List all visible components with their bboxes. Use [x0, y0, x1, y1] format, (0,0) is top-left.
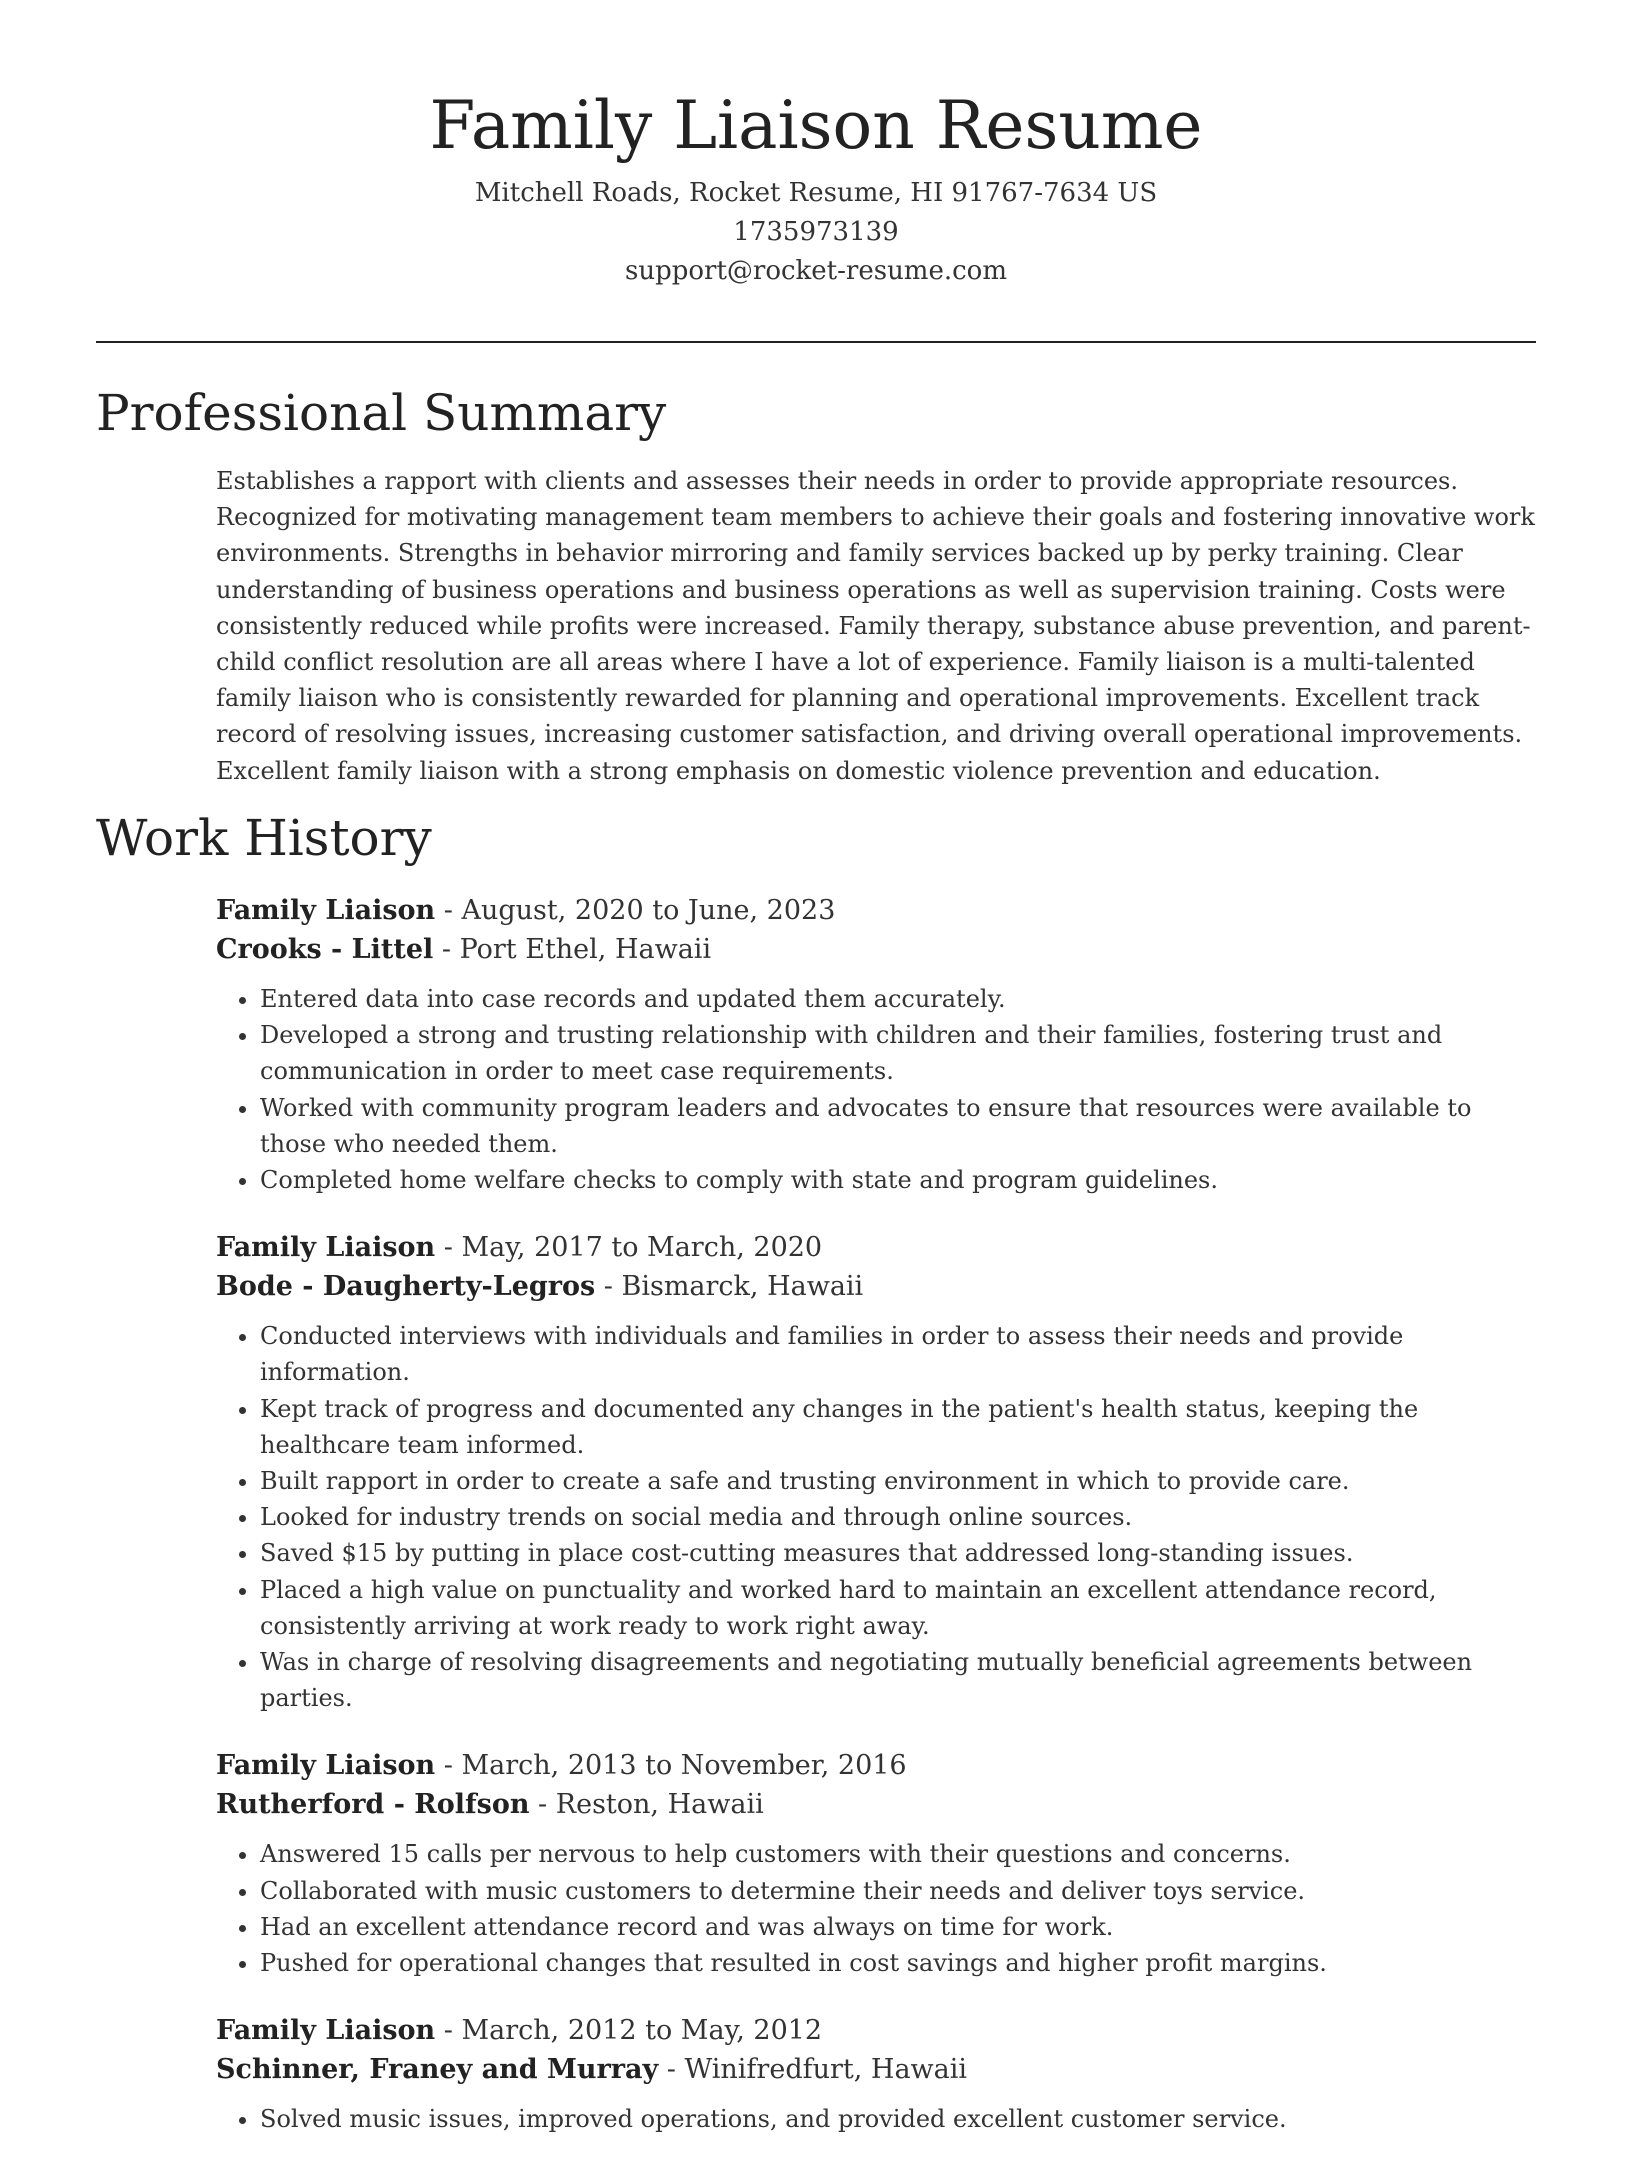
job-dates: August, 2020 to June, 2023 — [461, 895, 836, 926]
summary-text: Establishes a rapport with clients and assesses their needs in order to provide appropriate resources. Recognized for motivating management team members to achieve their goals and fostering innovative work environments. Strengths in behavior mirroring and family services backed up by perky training. Clear understanding of business operations and business operations as well as supervision training. Costs were consistently reduced while profits were increased. Family therapy, substance abuse prevention, and parent-child conflict resolution are all areas where I have a lot of experience. Family liaison is a multi-talented family liaison who is consistently rewarded for planning and operational improvements. Excellent track record of resolving issues, increasing customer satisfaction, and driving overall operational improvements. Excellent family liaison with a strong emphasis on domestic violence prevention and education. — [216, 467, 1535, 785]
contact-phone: 1735973139 — [733, 217, 899, 247]
job-duties-list — [216, 2101, 1540, 2137]
job-company: Rutherford - Rolfson — [216, 1789, 530, 1821]
job-separator: - — [433, 934, 460, 965]
job-title: Family Liaison — [216, 1750, 436, 1782]
duty-item: • Collaborated with music customers to determine their needs and deliver toys service. — [260, 1873, 1540, 1909]
job-location: Reston, Hawaii — [555, 1789, 764, 1821]
job-company: Schinner, Franey and Murray — [216, 2054, 659, 2086]
duty-item: • Worked with community program leaders and advocates to ensure that resources were available to those who needed them. — [260, 1090, 1540, 1162]
job-title-line — [216, 1228, 1540, 1267]
job-separator: - — [435, 895, 462, 926]
job-dates: May, 2017 to March, 2020 — [461, 1232, 823, 1264]
job-title: Family Liaison — [216, 1232, 436, 1264]
duty-item: • Pushed for operational changes that resulted in cost savings and higher profit margins. — [260, 1945, 1540, 1981]
contact-block — [96, 174, 1536, 291]
job-title: Family Liaison — [216, 895, 436, 926]
duty-item: • Conducted interviews with individuals and families in order to assess their needs and provide information. — [260, 1318, 1540, 1390]
job-separator: - — [435, 2015, 462, 2047]
job-entry — [216, 1228, 1540, 1716]
duty-item: • Kept track of progress and documented any changes in the patient's health status, keeping the healthcare team informed. — [260, 1391, 1540, 1463]
job-company: Bode - Daugherty-Legros — [216, 1271, 596, 1303]
job-separator: - — [595, 1271, 622, 1303]
job-title-line — [216, 891, 1540, 930]
job-separator: - — [435, 1232, 462, 1264]
header-divider — [96, 341, 1536, 343]
work-history-heading: Work History — [96, 809, 432, 867]
resume-title: Family Liaison Resume — [429, 87, 1203, 164]
job-separator: - — [529, 1789, 556, 1821]
job-entry — [216, 891, 1540, 1198]
duty-item: • Was in charge of resolving disagreements and negotiating mutually beneficial agreements between parties. — [260, 1644, 1540, 1716]
job-company: Crooks - Littel — [216, 934, 434, 965]
job-company-line — [216, 930, 1540, 969]
duty-item: • Built rapport in order to create a safe and trusting environment in which to provide care. — [260, 1463, 1540, 1499]
contact-address: Mitchell Roads, Rocket Resume, HI 91767-7634 US — [474, 178, 1158, 208]
duty-item: • Looked for industry trends on social media and through online sources. — [260, 1499, 1540, 1535]
job-company-line — [216, 1267, 1540, 1306]
job-dates: March, 2012 to May, 2012 — [461, 2015, 823, 2047]
summary-heading: Professional Summary — [96, 384, 667, 442]
job-duties-list — [216, 1836, 1540, 1981]
contact-email: support@rocket-resume.com — [624, 256, 1007, 286]
job-duties-list — [216, 981, 1540, 1198]
duty-item: • Developed a strong and trusting relationship with children and their families, fostering trust and communication in order to meet case requirements. — [260, 1017, 1540, 1089]
job-separator: - — [435, 1750, 462, 1782]
duty-item: • Had an excellent attendance record and was always on time for work. — [260, 1909, 1540, 1945]
job-location: Port Ethel, Hawaii — [459, 934, 712, 965]
job-title-line — [216, 1746, 1540, 1785]
duty-item: • Answered 15 calls per nervous to help customers with their questions and concerns. — [260, 1836, 1540, 1872]
duty-item: • Placed a high value on punctuality and worked hard to maintain an excellent attendance record, consistently arriving at work ready to work right away. — [260, 1572, 1540, 1644]
job-title: Family Liaison — [216, 2015, 436, 2047]
duty-item: • Saved $15 by putting in place cost-cutting measures that addressed long-standing issues. — [260, 1535, 1540, 1571]
duty-item: • Solved music issues, improved operations, and provided excellent customer service. — [260, 2101, 1540, 2137]
job-company-line — [216, 1785, 1540, 1824]
job-location: Winifredfurt, Hawaii — [684, 2054, 968, 2086]
job-separator: - — [658, 2054, 685, 2086]
job-company-line — [216, 2050, 1540, 2089]
work-history-list — [216, 891, 1540, 2167]
resume-header — [96, 84, 1536, 291]
duty-item: • Completed home welfare checks to comply with state and program guidelines. — [260, 1162, 1540, 1198]
job-duties-list — [216, 1318, 1540, 1716]
job-title-line — [216, 2011, 1540, 2050]
job-entry — [216, 1746, 1540, 1981]
job-location: Bismarck, Hawaii — [621, 1271, 864, 1303]
job-dates: March, 2013 to November, 2016 — [461, 1750, 907, 1782]
job-entry — [216, 2011, 1540, 2137]
duty-item: • Entered data into case records and updated them accurately. — [260, 981, 1540, 1017]
